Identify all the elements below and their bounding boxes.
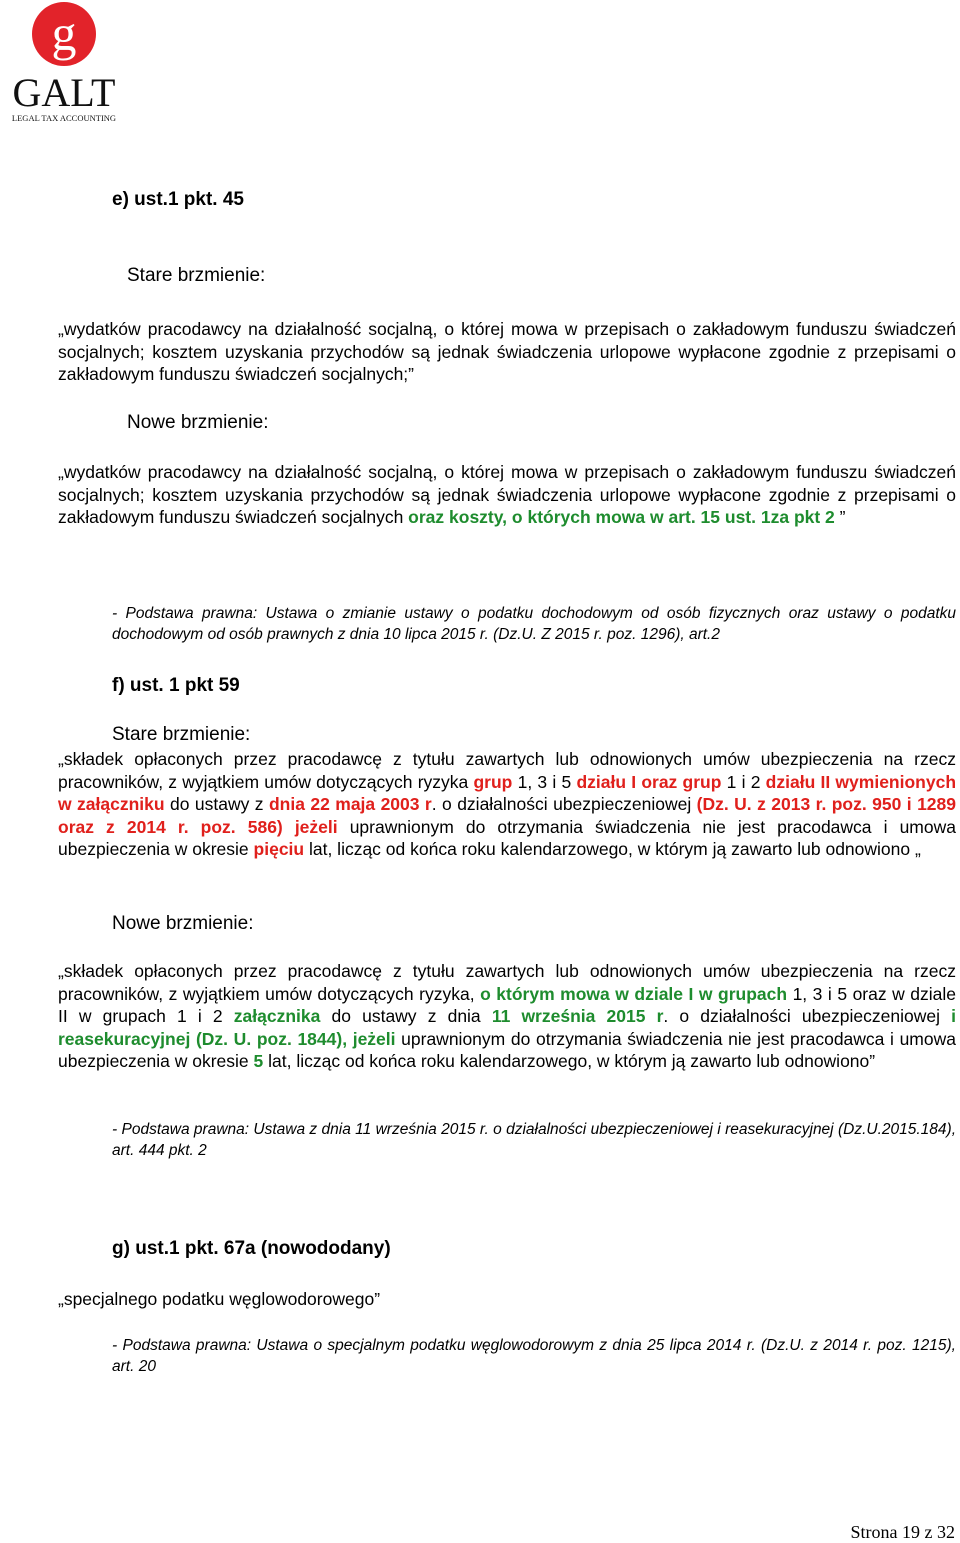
new-text-changed: o którym mowa w dziale I w grupach: [480, 983, 788, 1004]
section-f-old-label: Stare brzmienie:: [112, 724, 251, 745]
total-pages: 32: [937, 1522, 955, 1542]
section-g-text: „specjalnego podatku węglowodorowego”: [58, 1289, 381, 1309]
new-text-part: lat, licząc od końca roku kalendarzowego, w którym ją zawarto lub odnowiono”: [263, 1051, 876, 1071]
new-text-changed: 5: [253, 1051, 264, 1071]
page-number: [851, 1522, 956, 1543]
old-text-part: „składek opłaconych przez pracodawcę z tytułu zawartych lub odnowionych umów ubezpieczenia na rzecz pracowników, z wyjątkiem umów dotyczących ryzyka: [58, 749, 956, 792]
old-text-part: uprawnionym do otrzymania świadczenia nie jest pracodawca i umowa ubezpieczenia w okresie: [58, 816, 956, 859]
old-text-part: lat, licząc od końca roku kalendarzowego, w którym ją zawarto lub odnowiono „: [304, 839, 921, 859]
new-text-changed: załącznika: [233, 1006, 321, 1026]
page-prefix: Strona: [850, 1522, 902, 1542]
logo-letter: g: [51, 5, 77, 61]
page-separator: z: [920, 1522, 937, 1542]
new-text-changed: i reasekuracyjnej (Dz. U. poz. 1844), jeżeli: [58, 1006, 957, 1049]
old-text-changed: pięciu: [253, 839, 305, 859]
new-text-part: do ustawy z dnia: [320, 1006, 492, 1026]
old-text-part: do ustawy z: [164, 794, 269, 814]
section-e-old-text: „wydatków pracodawcy na działalność socjalną, o której mowa w przepisach o zakładowym funduszu świadczeń socjalnych; kosztem uzyskania przychodów są jednak świadczenia urlopowe wypłacone zgodnie z przepisami o zakładowym funduszu świadczeń socjalnych;”: [58, 319, 956, 384]
new-text-added: oraz koszty, o których mowa w art. 15 ust. 1za pkt 2: [408, 507, 835, 527]
old-text-changed: (Dz. U. z 2013 r. poz. 950 i 1289 oraz z 2014 r. poz. 586) jeżeli: [58, 794, 956, 837]
new-text-part: „składek opłaconych przez pracodawcę z tytułu zawartych lub odnowionych umów ubezpieczenia na rzecz pracowników, z wyjątkiem umów dotyczących ryzyka,: [58, 961, 956, 1004]
logo-name: GALT: [12, 70, 116, 115]
old-text-part: 1 i 2: [721, 771, 766, 792]
new-text-plain: „wydatków pracodawcy na działalność socjalną, o której mowa w przepisach o zakładowym funduszu świadczeń socjalnych; kosztem uzyskania przychodów są jednak świadczenia urlopowe wypłacone zgodnie z przepisami o zakładowym funduszu świadczeń socjalnych: [58, 462, 956, 527]
new-text-part: uprawnionym do otrzymania świadczenia nie jest pracodawca i umowa ubezpieczenia w okresie: [58, 1028, 956, 1071]
section-f-new-label: Nowe brzmienie:: [112, 913, 254, 934]
old-text-changed: działu I oraz grup: [576, 771, 722, 792]
old-text-changed: działu II wymienionych w załączniku: [58, 771, 957, 814]
section-f-heading: f) ust. 1 pkt 59: [112, 675, 240, 696]
old-text-part: 1, 3 i 5: [512, 771, 577, 792]
new-text-changed: 11 września 2015 r: [491, 1006, 664, 1026]
section-g-legal-basis: - Podstawa prawna: Ustawa o specjalnym podatku węglowodorowym z dnia 25 lipca 2014 r. (Dz.U. z 2014 r. poz. 1215), art. 20: [112, 1337, 956, 1375]
logo-tagline: LEGAL TAX ACCOUNTING: [11, 113, 117, 123]
old-text-part: . o działalności ubezpieczeniowej: [431, 794, 697, 814]
new-text-part: 1, 3 i 5 oraz w dziale II w grupach 1 i 2: [58, 983, 956, 1026]
section-e-new-label: Nowe brzmienie:: [127, 412, 269, 433]
old-text-changed: dnia 22 maja 2003 r: [268, 794, 432, 814]
galt-logo-mark: [0, 0, 130, 125]
section-g-heading: g) ust.1 pkt. 67a (nowododany): [112, 1238, 391, 1259]
section-e-new-text: [58, 461, 956, 529]
section-f-new-text: [58, 960, 956, 1073]
section-f-old-text: [58, 748, 956, 861]
old-text-changed: grup: [473, 771, 513, 792]
section-f-legal-basis: - Podstawa prawna: Ustawa z dnia 11 września 2015 r. o działalności ubezpieczeniowej i reasekuracyjnej (Dz.U.2015.184), art. 444 pkt. 2: [112, 1121, 956, 1159]
galt-logo: [0, 0, 130, 125]
section-e-old-label: Stare brzmienie:: [127, 265, 266, 286]
section-e-legal-basis: - Podstawa prawna: Ustawa o zmianie ustawy o podatku dochodowym od osób fizycznych oraz ustawy o podatku dochodowym od osób prawnych z dnia 10 lipca 2015 r. (Dz.U. Z 2015 r. poz. 1296), art.2: [112, 605, 956, 643]
section-e-heading: e) ust.1 pkt. 45: [112, 189, 244, 210]
current-page: 19: [902, 1522, 920, 1542]
new-text-part: . o działalności ubezpieczeniowej: [663, 1006, 952, 1026]
new-text-close: ”: [834, 507, 846, 527]
